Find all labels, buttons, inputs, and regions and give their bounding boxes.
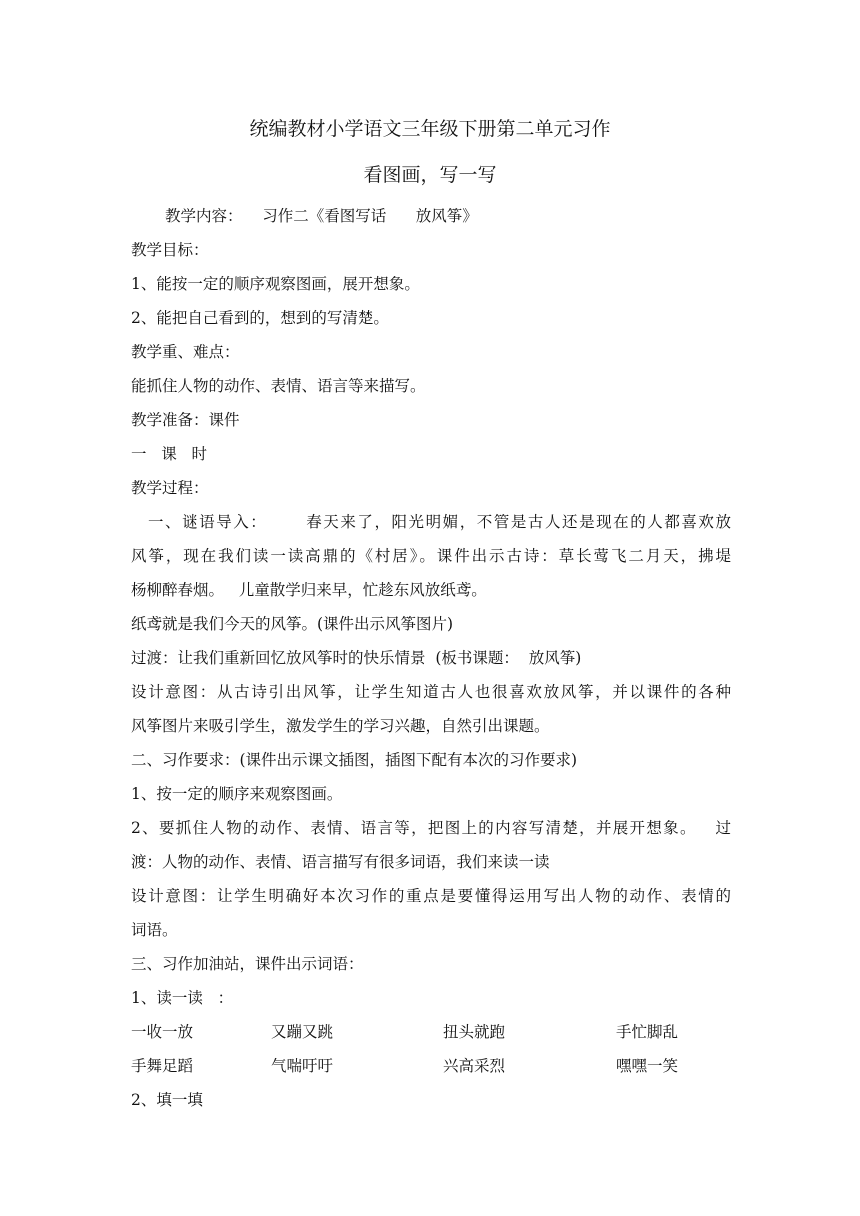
goal-1: 1、能按一定的顺序观察图画，展开想象。	[131, 275, 420, 293]
fill-heading: 2、填一填	[131, 1091, 203, 1109]
key-points-heading: 教学重、难点：	[131, 343, 240, 361]
requirement-2-line-1: 2、要抓住人物的动作、表情、语言等，把图上的内容写清楚，并展开想象。 过	[131, 819, 731, 837]
section-2-heading: 二、习作要求：(课件出示课文插图，插图下配有本次的习作要求)	[131, 751, 578, 769]
word-item: 一收一放	[131, 1023, 194, 1041]
process-heading: 教学过程：	[131, 479, 209, 497]
section-1-line-1: 一、谜语导入： 春天来了，阳光明媚，不管是古人还是现在的人都喜欢放	[148, 513, 731, 531]
design-intent-1-line-2: 风筝图片来吸引学生，激发学生的学习兴趣，自然引出课题。	[131, 717, 550, 735]
goals-heading: 教学目标：	[131, 241, 209, 259]
word-item: 又蹦又跳	[271, 1023, 334, 1041]
design-intent-2-line-2: 词语。	[131, 921, 178, 939]
document-subtitle: 看图画，写一写	[363, 164, 497, 186]
requirement-1: 1、按一定的顺序来观察图画。	[131, 785, 343, 803]
word-item: 手舞足蹈	[131, 1057, 194, 1075]
section-1-line-4: 纸鸢就是我们今天的风筝。(课件出示风筝图片)	[131, 615, 454, 633]
preparation-line: 教学准备：课件	[131, 411, 240, 429]
word-item: 兴高采烈	[443, 1057, 506, 1075]
read-heading: 1、读一读 ：	[131, 989, 234, 1007]
word-item: 气喘吁吁	[271, 1057, 334, 1075]
key-points-text: 能抓住人物的动作、表情、语言等来描写。	[131, 377, 426, 395]
word-item: 手忙脚乱	[616, 1023, 679, 1041]
section-3-heading: 三、习作加油站，课件出示词语：	[131, 955, 364, 973]
word-item: 扭头就跑	[443, 1023, 506, 1041]
teaching-content-line: 教学内容： 习作二《看图写话 放风筝》	[165, 207, 478, 225]
document-title: 统编教材小学语文三年级下册第二单元习作	[249, 118, 611, 140]
goal-2: 2、能把自己看到的，想到的写清楚。	[131, 309, 389, 327]
design-intent-1-line-1: 设计意图：从古诗引出风筝，让学生知道古人也很喜欢放风筝，并以课件的各种	[131, 683, 731, 701]
word-item: 嘿嘿一笑	[616, 1057, 679, 1075]
section-1-line-3: 杨柳醉春烟。 儿童散学归来早，忙趁东风放纸鸢。	[131, 581, 487, 599]
lesson-count-line: 一 课 时	[131, 445, 208, 463]
section-1-line-2: 风筝，现在我们读一读高鼎的《村居》。课件出示古诗：草长莺飞二月天，拂堤	[131, 547, 731, 565]
design-intent-2-line-1: 设计意图：让学生明确好本次习作的重点是要懂得运用写出人物的动作、表情的	[131, 887, 731, 905]
requirement-2-line-2: 渡：人物的动作、表情、语言描写有很多词语，我们来读一读	[131, 853, 550, 871]
transition-line: 过渡：让我们重新回忆放风筝时的快乐情景 (板书课题： 放风筝)	[131, 649, 582, 667]
